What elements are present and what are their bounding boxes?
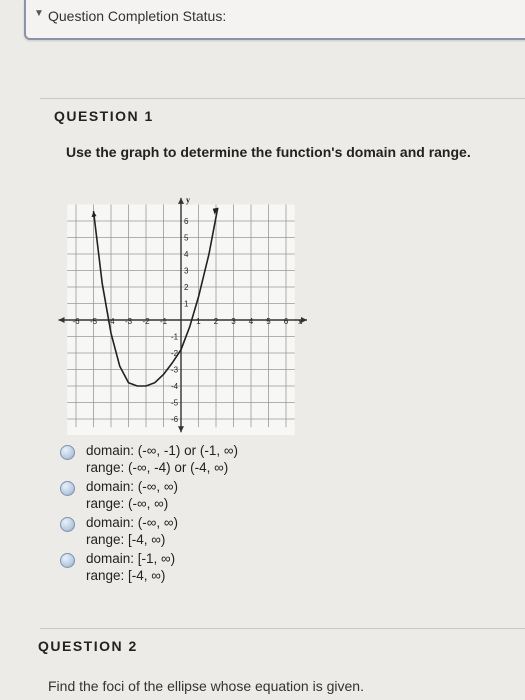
answer-option-1[interactable] bbox=[60, 442, 360, 478]
chevron-down-icon[interactable]: ▼ bbox=[34, 8, 44, 19]
radio-button[interactable] bbox=[60, 445, 75, 460]
answer-option-2[interactable] bbox=[60, 478, 360, 514]
y-tick-label: 1 bbox=[184, 299, 189, 309]
y-tick-label: 4 bbox=[184, 250, 189, 259]
option-range: range: [-4, ∞) bbox=[86, 532, 166, 547]
x-tick-label: 2 bbox=[213, 317, 219, 326]
y-axis-label: y bbox=[186, 195, 190, 205]
x-tick-label: -3 bbox=[124, 317, 133, 326]
y-tick-label: -1 bbox=[171, 332, 179, 342]
function-graph bbox=[50, 190, 340, 435]
radio-button[interactable] bbox=[60, 481, 75, 496]
question-1-header: QUESTION 1 bbox=[54, 108, 154, 124]
option-domain: domain: (-∞, ∞) bbox=[86, 479, 179, 494]
question-2-prompt: Find the foci of the ellipse whose equation is given. bbox=[48, 678, 364, 694]
question-2-header: QUESTION 2 bbox=[38, 638, 138, 654]
x-tick-label: 5 bbox=[266, 317, 271, 326]
question-1-prompt: Use the graph to determine the function's domain and range. bbox=[66, 144, 471, 160]
x-tick-label: -5 bbox=[89, 317, 98, 326]
x-tick-label: -4 bbox=[107, 317, 115, 326]
y-tick-label: 2 bbox=[184, 283, 189, 292]
y-tick-label: 5 bbox=[184, 233, 189, 243]
answer-option-4[interactable] bbox=[60, 550, 360, 586]
radio-button[interactable] bbox=[60, 553, 75, 568]
x-tick-label: -2 bbox=[142, 317, 150, 326]
divider bbox=[40, 98, 525, 99]
option-domain: domain: (-∞, ∞) bbox=[86, 515, 179, 530]
y-tick-label: -2 bbox=[171, 349, 179, 358]
x-tick-label: 1 bbox=[196, 317, 201, 326]
x-tick-label: 3 bbox=[231, 317, 236, 326]
x-tick-label: -1 bbox=[159, 317, 168, 326]
status-label: Question Completion Status: bbox=[48, 8, 227, 24]
answer-option-3[interactable] bbox=[60, 514, 360, 550]
x-tick-label: 6 bbox=[283, 317, 289, 326]
y-tick-label: -5 bbox=[171, 398, 179, 408]
radio-button[interactable] bbox=[60, 517, 75, 532]
divider bbox=[40, 628, 525, 629]
graph-svg bbox=[50, 190, 340, 435]
x-axis-label: x bbox=[298, 317, 303, 326]
answer-options bbox=[60, 442, 360, 586]
y-tick-label: 3 bbox=[184, 266, 189, 276]
y-axis-arrow-up bbox=[178, 198, 184, 204]
y-tick-label: -6 bbox=[171, 415, 179, 424]
y-tick-label: 6 bbox=[184, 217, 189, 226]
option-domain: domain: [-1, ∞) bbox=[86, 551, 176, 566]
option-range: range: [-4, ∞) bbox=[86, 568, 166, 583]
option-range: range: (-∞, ∞) bbox=[86, 496, 169, 511]
question-completion-status-bar[interactable] bbox=[24, 0, 525, 40]
option-range: range: (-∞, -4) or (-4, ∞) bbox=[86, 460, 229, 475]
x-tick-label: -6 bbox=[72, 317, 80, 326]
y-tick-label: -4 bbox=[171, 382, 179, 391]
y-tick-label: -3 bbox=[171, 365, 179, 375]
x-tick-label: 4 bbox=[248, 317, 254, 326]
option-domain: domain: (-∞, -1) or (-1, ∞) bbox=[86, 443, 239, 458]
x-axis-arrow-left bbox=[59, 317, 65, 323]
